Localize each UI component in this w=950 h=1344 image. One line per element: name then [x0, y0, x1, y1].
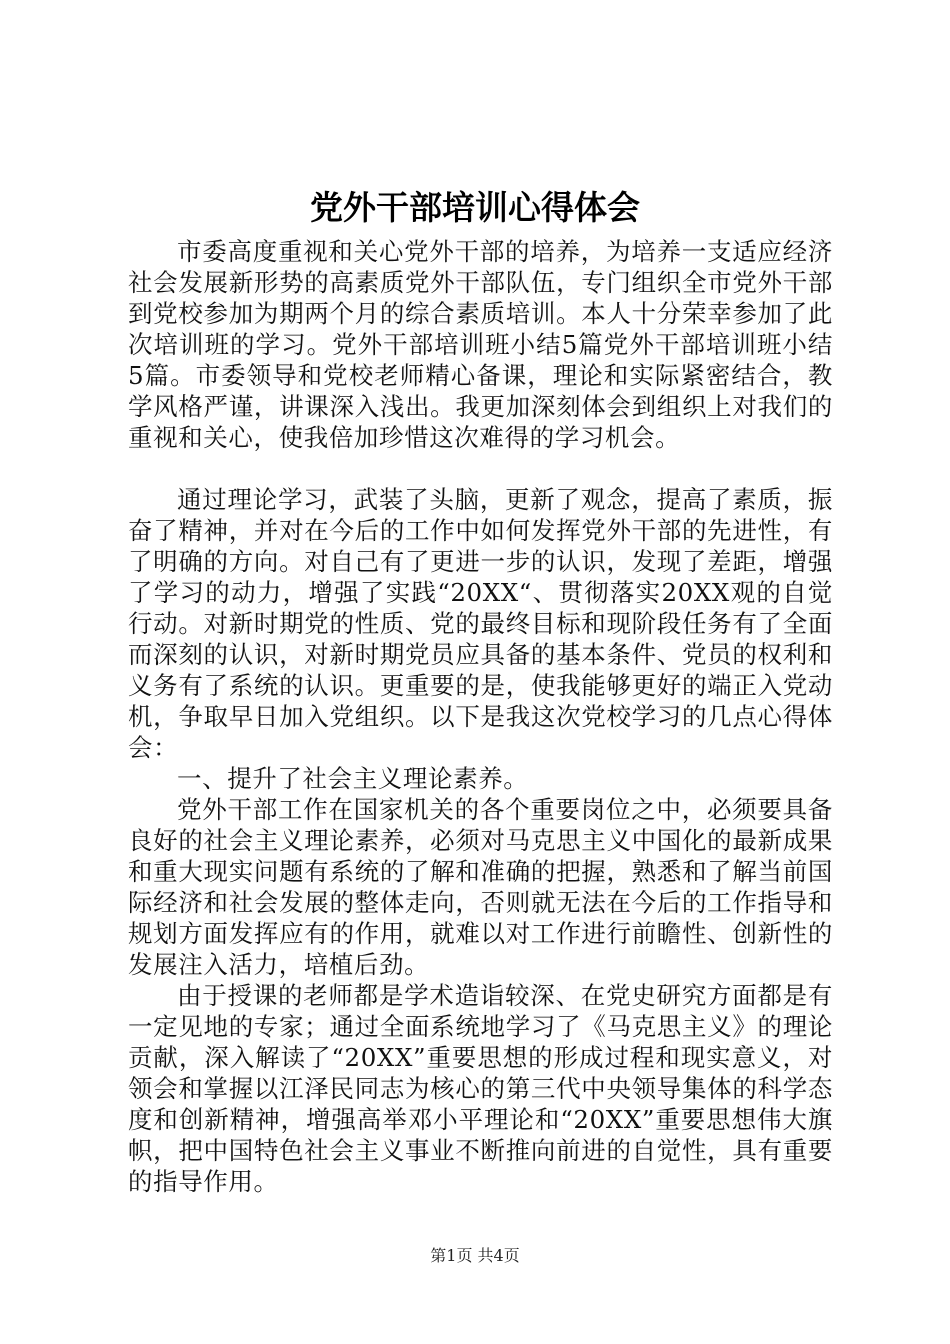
paragraph-intro: 市委高度重视和关心党外干部的培养，为培养一支适应经济社会发展新形势的高素质党外干部队伍，专门组织全市党外干部到党校参加为期两个月的综合素质培训。本人十分荣幸参加了此次培训班的学习。党外干部培训班小结5篇党外干部培训班小结5篇。市委领导和党校老师精心备课，理论和实际紧密结合，教学风格严谨，讲课深入浅出。我更加深刻体会到组织上对我们的重视和关心，使我倍加珍惜这次难得的学习机会。 — [128, 237, 833, 452]
paragraph-theory-literacy: 党外干部工作在国家机关的各个重要岗位之中，必须要具备良好的社会主义理论素养，必须对马克思主义中国化的最新成果和重大现实问题有系统的了解和准确的把握，熟悉和了解当前国际经济和社会发展的整体走向，否则就无法在今后的工作指导和规划方面发挥应有的作用，就难以对工作进行前瞻性、创新性的发展注入活力，培植后劲。 — [128, 795, 833, 979]
paragraph-teachers: 由于授课的老师都是学术造诣较深、在党史研究方面都是有一定见地的专家；通过全面系统地学习了《马克思主义》的理论贡献，深入解读了“20XX”重要思想的形成过程和现实意义，对领会和掌握以江泽民同志为核心的第三代中央领导集体的科学态度和创新精神，增强高举邓小平理论和“20XX”重要思想伟大旗帜，把中国特色社会主义事业不断推向前进的自觉性，具有重要的指导作用。 — [128, 981, 833, 1196]
page-number-footer: 第1页 共4页 — [430, 1246, 520, 1265]
paragraph-theory-study: 通过理论学习，武装了头脑，更新了观念，提高了素质，振奋了精神，并对在今后的工作中如何发挥党外干部的先进性，有了明确的方向。对自己有了更进一步的认识，发现了差距，增强了学习的动力，增强了实践“20XX“、贯彻落实20XX观的自觉行动。对新时期党的性质、党的最终目标和现阶段任务有了全面而深刻的认识，对新时期党员应具备的基本条件、党员的权利和义务有了系统的认识。更重要的是，使我能够更好的端正入党动机，争取早日加入党组织。以下是我这次党校学习的几点心得体会： — [128, 485, 833, 762]
document-title: 党外干部培训心得体会 — [310, 188, 640, 227]
document-body — [128, 236, 833, 1197]
paragraph-spacer — [128, 453, 833, 484]
section-heading-1: 一、提升了社会主义理论素养。 — [177, 764, 529, 793]
